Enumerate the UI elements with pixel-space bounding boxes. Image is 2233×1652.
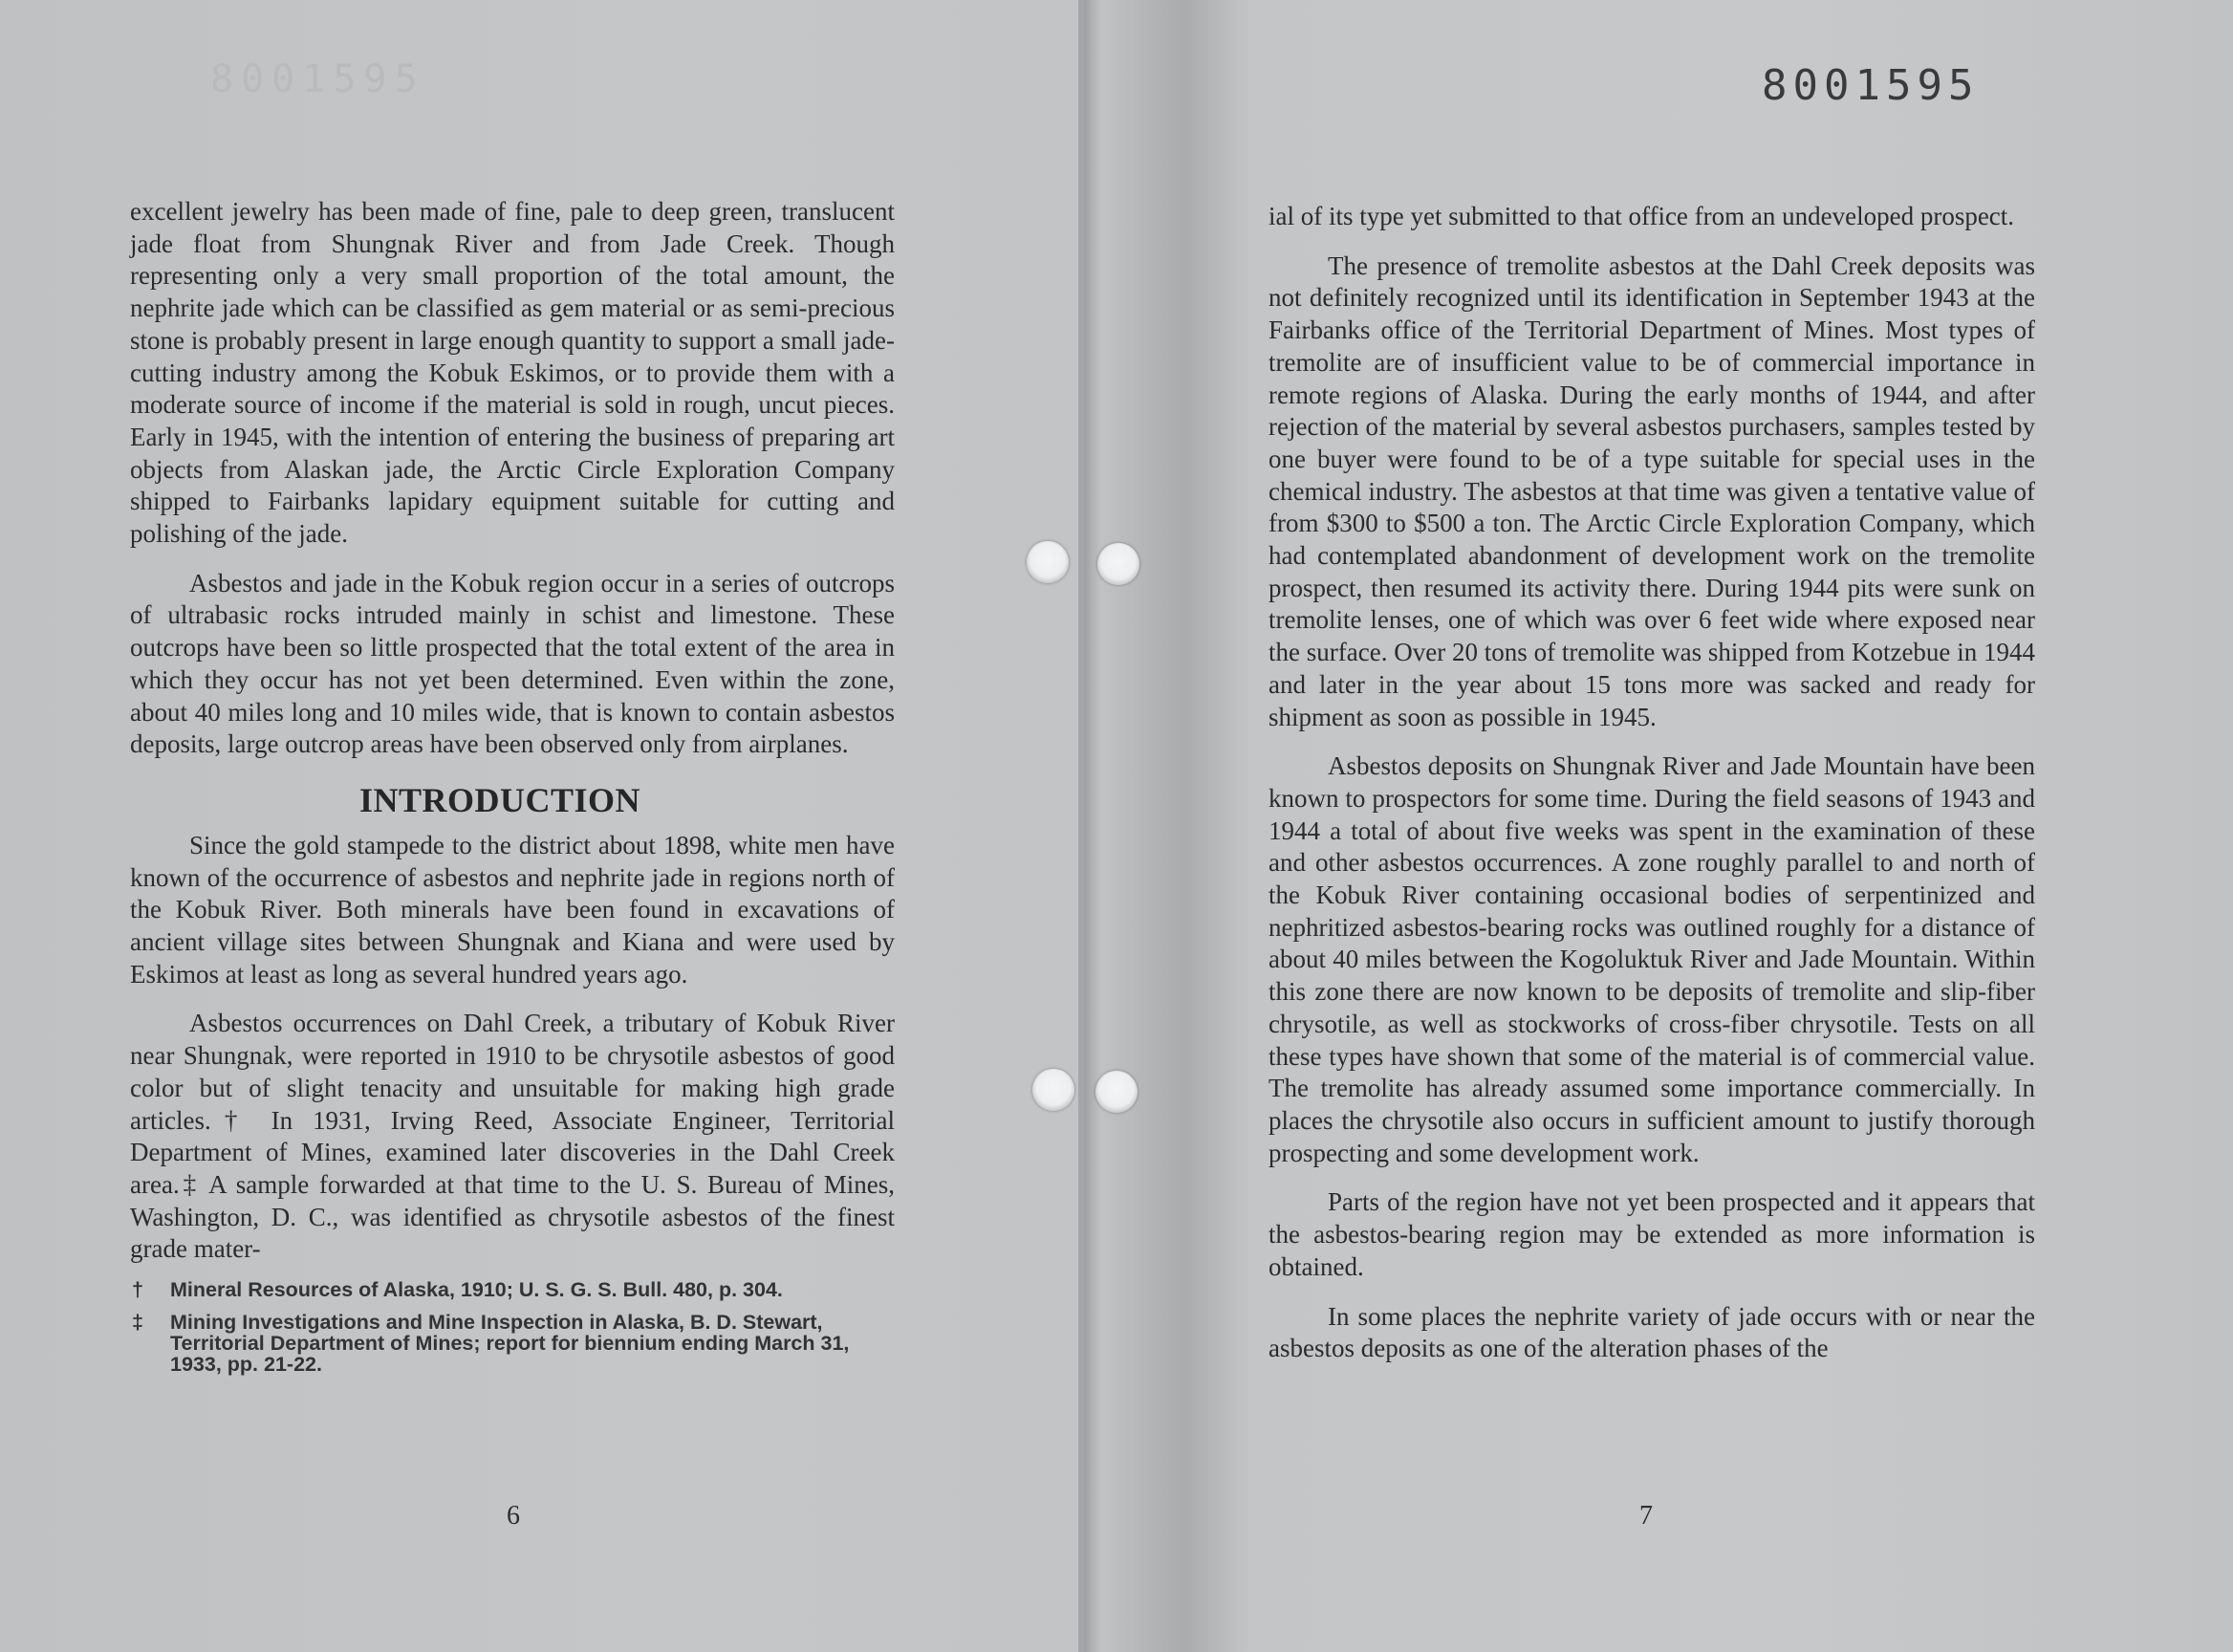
footnote-mark: ‡ bbox=[132, 1311, 143, 1335]
paragraph: Asbestos deposits on Shungnak River and Jade Mountain have been known to prospectors for some time. During the field seasons of 1943 and 1944 a total of about five weeks was spent in the examination of these and other asbestos occurrences. A zone roughly parallel to and north of the Kobuk River containing occasional bodies of serpentinized and nephritized asbestos-bearing rocks was outlined roughly for a distance of about 40 miles between the Kogoluktuk River and Jade Mountain. Within this zone there are now known to be deposits of tremolite and slip-fiber chrysotile, as well as stockworks of cross-fiber chrysotile. Tests on all these types have shown that some of the material is of commercial value. The tremolite has already assumed some importance commercially. In places the chrysotile also occurs in sufficient amount to justify thorough prospecting and some development work. bbox=[1268, 751, 2035, 1167]
footnote-text: Mining Investigations and Mine Inspection in Alaska, B. D. Stewart, Territorial Department of Mines; report for biennium ending March 31, 1933, pp. 21-22. bbox=[170, 1311, 850, 1377]
footnote bbox=[130, 1312, 895, 1375]
section-heading: INTRODUCTION bbox=[359, 780, 641, 819]
paragraph: The presence of tremolite asbestos at the Dahl Creek deposits was not definitely recognized until its identification in September 1943 at the Fairbanks office of the Territorial Department of Mines. Most types of tremolite are of insufficient value to be of commercial importance in remote regions of Alaska. During the early months of 1944, and after rejection of the material by several asbestos purchasers, samples tested by one buyer were found to be of a type suitable for special uses in the chemical industry. The asbestos at that time was given a tentative value of from $300 to $500 a ton. The Arctic Circle Exploration Company, which had contemplated abandonment of development work on the tremolite prospect, then resumed its activity there. During 1944 pits were sunk on tremolite lenses, one of which was over 6 feet wide where exposed near the surface. Over 20 tons of tremolite was shipped from Kotzebue in 1944 and later in the year about 15 tons more was sacked and ready for shipment as soon as possible in 1945. bbox=[1268, 250, 2035, 731]
faded-stamp-number: 8001595 bbox=[210, 57, 425, 101]
paragraph: Asbestos and jade in the Kobuk region occur in a series of outcrops of ultrabasic rocks intruded mainly in schist and limestone. These outcrops have been so little prospected that the total extent of the area in which they occur has not yet been determined. Even within the zone, about 40 miles long and 10 miles wide, that is known to contain asbestos deposits, large outcrop areas have been observed only from airplanes. bbox=[130, 568, 895, 759]
binder-hole-right-bottom bbox=[1095, 1071, 1138, 1113]
binder-hole-left-bottom bbox=[1032, 1069, 1074, 1111]
document-stamp-number: 8001595 bbox=[1762, 61, 1980, 110]
footnote-text: Mineral Resources of Alaska, 1910; U. S. G. S. Bull. 480, p. 304. bbox=[170, 1278, 783, 1302]
page-number-left: 6 bbox=[507, 1501, 520, 1531]
left-page bbox=[130, 196, 895, 1386]
paragraph: ial of its type yet submitted to that office from an undeveloped prospect. bbox=[1268, 202, 2015, 230]
binder-hole-left-top bbox=[1027, 541, 1069, 583]
footnote bbox=[130, 1279, 895, 1300]
right-page bbox=[1268, 201, 2035, 1382]
page-number-right: 7 bbox=[1639, 1501, 1653, 1531]
binder-hole-right-top bbox=[1097, 543, 1139, 585]
paragraph: Asbestos occurrences on Dahl Creek, a tributary of Kobuk River near Shungnak, were reported in 1910 to be chrysotile asbestos of good color but of slight tenacity and unsuitable for making high grade articles.† In 1931, Irving Reed, Associate Engineer, Territorial Department of Mines, examined later discoveries in the Dahl Creek area.‡ A sample forwarded at that time to the U. S. Bureau of Mines, Washington, D. C., was identified as chrysotile asbestos of the finest grade mater- bbox=[130, 1009, 895, 1264]
paragraph: excellent jewelry has been made of fine, pale to deep green, translucent jade float from Shungnak River and from Jade Creek. Though representing only a very small proportion of the total amount, the nephrite jade which can be classified as gem material or as semi-precious stone is probably present in large enough quantity to support a small jade-cutting industry among the Kobuk Eskimos, or to provide them with a moderate source of income if the material is sold in rough, uncut pieces. Early in 1945, with the intention of entering the business of preparing art objects from Alaskan jade, the Arctic Circle Exploration Company shipped to Fairbanks lapidary equipment suitable for cutting and polishing of the jade. bbox=[130, 197, 895, 549]
paragraph: In some places the nephrite variety of jade occurs with or near the asbestos deposits as one of the alteration phases of the bbox=[1268, 1301, 2035, 1363]
footnotes bbox=[130, 1279, 895, 1375]
footnote-mark: † bbox=[132, 1278, 143, 1302]
paragraph: Since the gold stampede to the district about 1898, white men have known of the occurrence of asbestos and nephrite jade in regions north of the Kobuk River. Both minerals have been found in excavations of ancient village sites between Shungnak and Kiana and were used by Eskimos at least as long as several hundred years ago. bbox=[130, 830, 895, 989]
gutter-shadow bbox=[1084, 0, 1101, 1652]
paragraph: Parts of the region have not yet been prospected and it appears that the asbestos-bearing region may be extended as more information is obtained. bbox=[1268, 1187, 2035, 1281]
